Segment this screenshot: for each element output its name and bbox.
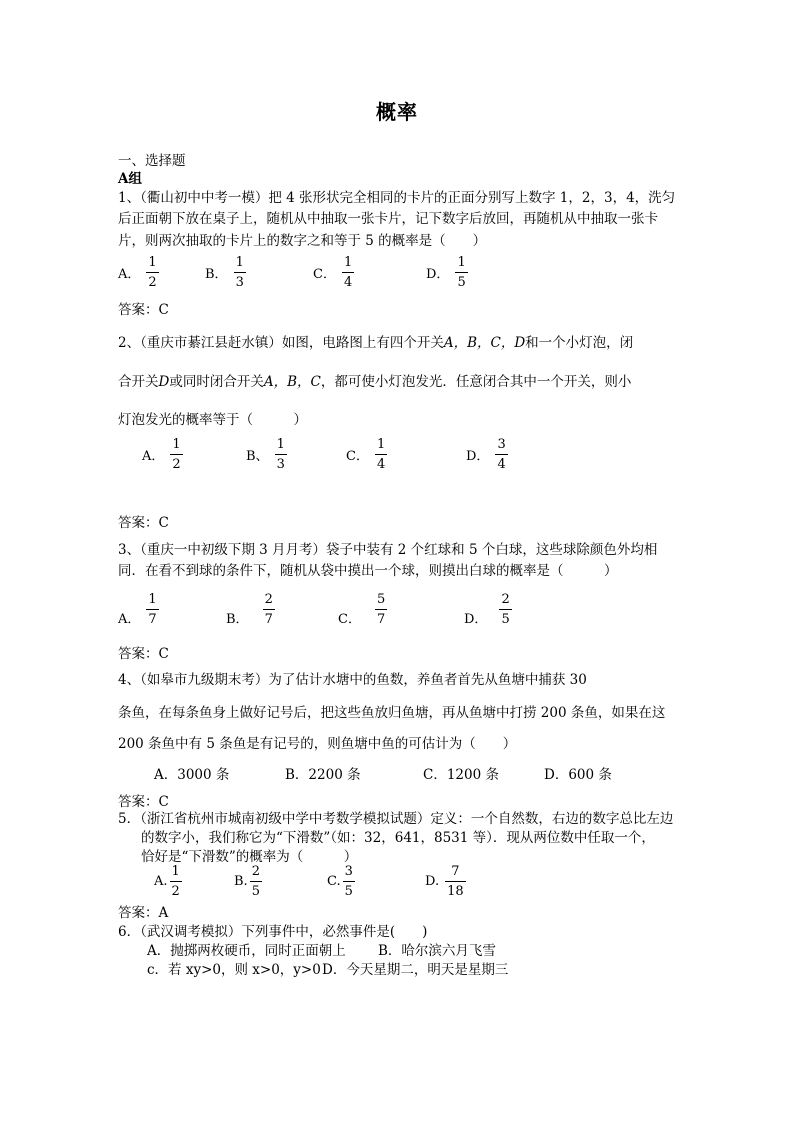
q3-line-2: 同．在看不到球的条件下，随机从袋中摸出一个球，则摸出白球的概率是（ ） — [118, 563, 618, 579]
fraction: $\frac{1}{7}$ — [148, 592, 157, 627]
q1-option-d — [426, 255, 468, 290]
q5-option-a — [154, 864, 182, 899]
fraction: $\frac{2}{7}$ — [264, 592, 273, 627]
fraction: $\frac{3}{5}$ — [344, 864, 353, 899]
fraction: $\frac{5}{7}$ — [376, 592, 386, 627]
fraction: $\frac{2}{5}$ — [501, 592, 510, 627]
q2-option-d — [466, 437, 508, 472]
q3-option-b — [226, 592, 275, 627]
q4-line-3: 200 条鱼中有 5 条鱼是有记号的，则鱼塘中鱼的可估计为（ ） — [118, 736, 517, 752]
q5-line-1: 5．（浙江省杭州市城南初级中学中考数学模拟试题）定义：一个自然数，右边的数字总比左边 — [118, 811, 674, 827]
q1-option-c — [313, 255, 354, 290]
q1-answer: 答案：C — [118, 302, 169, 318]
section-heading: 一、选择题 — [118, 153, 186, 169]
option-label: B． — [226, 612, 249, 627]
q2-option-a — [142, 437, 183, 472]
fraction: $\frac{1}{2}$ — [172, 437, 181, 472]
q6-option-d: D．今天星期二，明天是星期三 — [322, 962, 509, 978]
q4-answer: 答案：C — [118, 794, 169, 810]
fraction: $\frac{2}{5}$ — [251, 864, 260, 899]
option-label: A． — [118, 612, 141, 627]
option-label: A. — [154, 874, 168, 889]
switch-var-d: D — [158, 374, 170, 390]
q5-option-b — [234, 864, 262, 899]
option-label: B． — [205, 267, 228, 282]
q4-option-c: C．1200 条 — [423, 767, 499, 783]
q2-line-1: 2、（重庆市綦江县赶水镇）如图，电路图上有四个开关A，B，C，D和一个小灯泡，闭 — [118, 335, 634, 351]
q2-option-c — [346, 437, 387, 472]
q4-line-1: 4、（如皋市九级期末考）为了估计水塘中的鱼数，养鱼者首先从鱼塘中捕获 30 — [118, 672, 587, 688]
q5-line-3: 恰好是“下滑数”的概率为（ ） — [141, 849, 358, 865]
q4-option-d: D．600 条 — [544, 767, 612, 783]
q4-option-b: B．2200 条 — [285, 767, 361, 783]
q6-option-c: c．若 xy>0，则 x>0，y>0 — [147, 962, 321, 978]
q3-option-c — [338, 592, 387, 627]
option-label: D． — [466, 449, 490, 464]
fraction: $\frac{1}{5}$ — [457, 255, 466, 290]
group-heading: A组 — [118, 171, 142, 187]
switch-vars: A，B，C，D — [443, 335, 526, 351]
q2-line-2: 合开关D或同时闭合开关A，B，C，都可使小灯泡发光．任意闭合其中一个开关，则小 — [118, 374, 632, 390]
q2-option-b — [246, 437, 287, 472]
option-label: C． — [346, 449, 369, 464]
q3-option-a — [118, 592, 159, 627]
q4-option-a: A．3000 条 — [154, 767, 230, 783]
option-label: D． — [464, 612, 488, 627]
switch-vars-abc: A，B，C — [263, 374, 321, 390]
option-label: B. — [234, 874, 248, 889]
q3-line-1: 3、（重庆一中初级下期 3 月月考）袋子中装有 2 个红球和 5 个白球，这些球除颜色外均相 — [118, 542, 658, 558]
q3-option-d — [464, 592, 512, 627]
fraction: $\frac{1}{2}$ — [171, 864, 180, 899]
option-label: C. — [327, 874, 341, 889]
q5-option-c — [327, 864, 355, 899]
q1-option-a — [118, 255, 159, 290]
page-title: 概率 — [376, 100, 418, 124]
fraction: $\frac{1}{4}$ — [343, 255, 353, 290]
option-label: C． — [313, 267, 336, 282]
q5-answer: 答案：A — [118, 905, 169, 921]
option-label: B、 — [246, 449, 269, 464]
option-label: A． — [142, 449, 165, 464]
fraction: $\frac{1}{4}$ — [376, 437, 386, 472]
option-label: D． — [426, 267, 450, 282]
fraction: $\frac{1}{3}$ — [276, 437, 285, 472]
q5-option-d — [425, 864, 466, 899]
fraction: $\frac{7}{18}$ — [447, 864, 464, 899]
q2-answer: 答案：C — [118, 515, 169, 531]
option-label: A． — [118, 267, 141, 282]
q6-option-b: B．哈尔滨六月飞雪 — [378, 943, 496, 959]
q1-line-2: 后正面朝下放在桌子上，随机从中抽取一张卡片，记下数字后放回，再随机从中抽取一张卡 — [118, 211, 658, 227]
q1-line-3: 片，则两次抽取的卡片上的数字之和等于 5 的概率是（ ） — [118, 233, 487, 249]
q6-option-a: A．抛掷两枚硬币，同时正面朝上 — [147, 943, 346, 959]
q1-option-b — [205, 255, 246, 290]
fraction: $\frac{3}{4}$ — [497, 437, 506, 472]
fraction: $\frac{1}{3}$ — [235, 255, 244, 290]
q1-line-1: 1、（衢山初中中考一模）把 4 张形状完全相同的卡片的正面分别写上数字 1，2，3，4，洗匀 — [118, 190, 676, 206]
fraction: $\frac{1}{2}$ — [148, 255, 157, 290]
q6-line: 6．（武汉调考模拟）下列事件中，必然事件是( ) — [118, 924, 428, 940]
q2-line-3: 灯泡发光的概率等于（ ） — [118, 412, 307, 428]
q5-line-2: 的数字小，我们称它为“下滑数”（如：32，641，8531 等）．现从两位数中任取一个， — [141, 830, 655, 846]
option-label: D. — [425, 874, 440, 889]
q4-line-2: 条鱼，在每条鱼身上做好记号后，把这些鱼放归鱼塘，再从鱼塘中打捞 200 条鱼，如果在这 — [118, 705, 666, 721]
option-label: C． — [338, 612, 361, 627]
q3-answer: 答案：C — [118, 646, 169, 662]
